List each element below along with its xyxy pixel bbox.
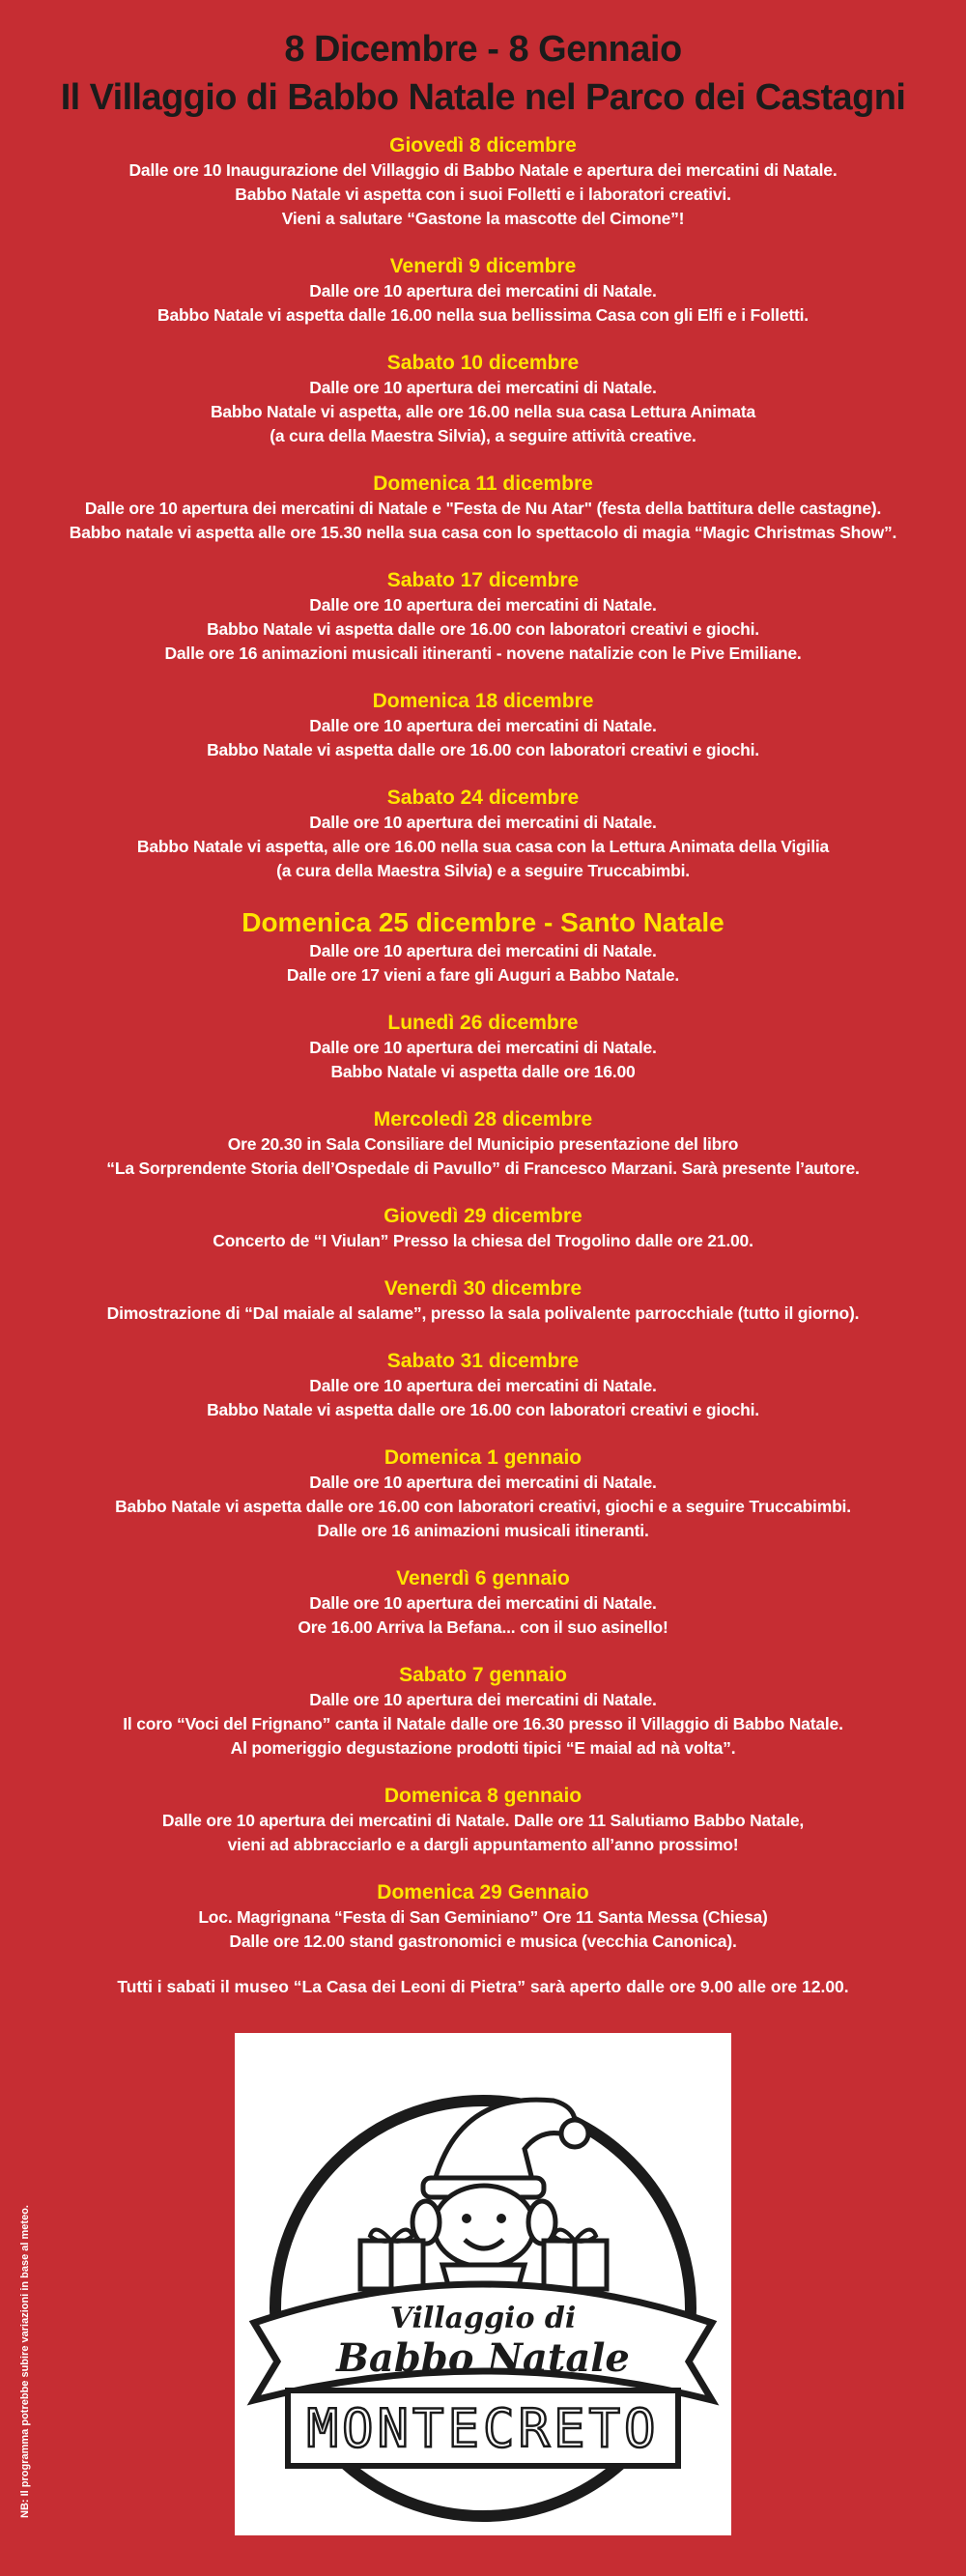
event-description-line: vieni ad abbracciarlo e a dargli appuntamento all’anno prossimo!	[227, 1835, 739, 1854]
event-block	[0, 1784, 966, 1857]
event-block	[0, 1204, 966, 1253]
event-description-line: Dalle ore 10 apertura dei mercatini di Natale.	[309, 1690, 657, 1709]
event-date-title: Domenica 18 dicembre	[372, 690, 594, 712]
event-description-line: Dalle ore 10 apertura dei mercatini di Natale.	[309, 1473, 657, 1492]
event-block	[0, 689, 966, 762]
event-description-line: Dalle ore 10 apertura dei mercatini di Natale.	[309, 813, 657, 832]
event-description-line: Babbo Natale vi aspetta, alle ore 16.00 nella sua casa con la Lettura Animata della Vigilia	[136, 837, 830, 856]
event-description-line: Vieni a salutare “Gastone la mascotte del Cimone”!	[281, 209, 685, 228]
event-description-line: Babbo natale vi aspetta alle ore 15.30 nella sua casa con lo spettacolo di magia “Magic Christmas Show”.	[69, 523, 897, 542]
event-date-title: Giovedì 8 dicembre	[389, 134, 577, 157]
event-date-title: Venerdì 6 gennaio	[396, 1567, 570, 1589]
event-date-title: Giovedì 29 dicembre	[384, 1205, 582, 1227]
event-date-title: Venerdì 9 dicembre	[389, 255, 577, 277]
event-block	[0, 1276, 966, 1326]
event-description-line: Babbo Natale vi aspetta con i suoi Folletti e i laboratori creativi.	[235, 185, 731, 204]
event-block	[0, 254, 966, 328]
page-title: Il Villaggio di Babbo Natale nel Parco dei Castagni	[60, 77, 906, 118]
event-description-line: Dalle ore 17 vieni a fare gli Auguri a Babbo Natale.	[286, 965, 680, 985]
event-description-line: Babbo Natale vi aspetta dalle ore 16.00 con laboratori creativi e giochi.	[207, 619, 759, 639]
event-description-line: Dimostrazione di “Dal maiale al salame”, presso la sala polivalente parrocchiale (tutto il giorno).	[106, 1303, 860, 1323]
event-date-title: Sabato 31 dicembre	[386, 1350, 580, 1372]
event-description-line: Il coro “Voci del Frignano” canta il Natale dalle ore 16.30 presso il Villaggio di Babbo Natale.	[123, 1714, 843, 1733]
event-description-line: Dalle ore 10 apertura dei mercatini di Natale.	[309, 1593, 657, 1613]
event-description-line: Ore 16.00 Arriva la Befana... con il suo asinello!	[298, 1617, 668, 1637]
event-block	[0, 472, 966, 545]
event-description-line: Babbo Natale vi aspetta dalle ore 16.00 con laboratori creativi e giochi.	[207, 1400, 759, 1419]
event-description-line: Dalle ore 10 apertura dei mercatini di Natale. Dalle ore 11 Salutiamo Babbo Natale,	[161, 1811, 805, 1830]
museum-note: Tutti i sabati il museo “La Casa dei Leoni di Pietra” sarà aperto dalle ore 9.00 alle ore 12.00.	[117, 1977, 849, 1996]
event-description-line: Dalle ore 10 apertura dei mercatini di Natale e "Festa de Nu Atar" (festa della battitura delle castagne).	[84, 499, 882, 518]
village-logo	[235, 2033, 731, 2535]
event-description-line: Dalle ore 16 animazioni musicali itineranti.	[317, 1521, 649, 1540]
event-block	[0, 1011, 966, 1084]
event-date-title: Sabato 17 dicembre	[386, 569, 580, 591]
event-date-title: Sabato 24 dicembre	[386, 787, 580, 809]
event-description-line: Babbo Natale vi aspetta dalle 16.00 nella sua bellissima Casa con gli Elfi e i Folletti.	[157, 305, 809, 325]
event-description-line: Al pomeriggio degustazione prodotti tipici “E maial ad nà volta”.	[230, 1738, 736, 1758]
event-description-line: Babbo Natale vi aspetta dalle ore 16.00	[330, 1062, 636, 1081]
event-block	[0, 351, 966, 448]
gift-icon-right	[544, 2230, 607, 2289]
event-description-line: Dalle ore 10 apertura dei mercatini di Natale.	[309, 1038, 657, 1057]
event-description-line: Babbo Natale vi aspetta dalle ore 16.00 con laboratori creativi, giochi e a seguire Truccabimbi.	[115, 1497, 851, 1516]
weather-disclaimer: NB: Il programma potrebbe subire variazioni in base al meteo.	[19, 2205, 31, 2518]
event-description-line: Loc. Magrignana “Festa di San Geminiano” Ore 11 Santa Messa (Chiesa)	[198, 1907, 768, 1927]
event-description-line: Dalle ore 10 apertura dei mercatini di Natale.	[309, 941, 657, 960]
event-block	[0, 1445, 966, 1543]
logo-graphic	[235, 2033, 731, 2535]
event-description-line: Ore 20.30 in Sala Consiliare del Municipio presentazione del libro	[227, 1134, 739, 1154]
event-date-title: Mercoledì 28 dicembre	[373, 1108, 593, 1131]
event-block	[0, 1880, 966, 1954]
event-description-line: Dalle ore 10 apertura dei mercatini di Natale.	[309, 1376, 657, 1395]
event-description-line: Dalle ore 10 apertura dei mercatini di Natale.	[309, 716, 657, 735]
date-range-heading: 8 Dicembre - 8 Gennaio	[284, 29, 682, 70]
event-date-title: Domenica 29 Gennaio	[377, 1881, 589, 1903]
event-description-line: Dalle ore 10 Inaugurazione del Villaggio di Babbo Natale e apertura dei mercatini di Natale.	[128, 160, 838, 180]
event-date-title: Lunedì 26 dicembre	[387, 1012, 579, 1034]
event-description-line: Dalle ore 12.00 stand gastronomici e musica (vecchia Canonica).	[229, 1932, 737, 1951]
event-block	[0, 568, 966, 666]
event-date-title: Domenica 11 dicembre	[373, 472, 593, 495]
event-description-line: Dalle ore 10 apertura dei mercatini di Natale.	[309, 281, 657, 301]
event-block	[0, 1663, 966, 1760]
event-description-line: Dalle ore 10 apertura dei mercatini di Natale.	[309, 595, 657, 615]
event-description-line: “La Sorprendente Storia dell’Ospedale di Pavullo” di Francesco Marzani. Sarà presente l’autore.	[106, 1159, 860, 1178]
event-block	[0, 1349, 966, 1422]
event-description-line: Dalle ore 10 apertura dei mercatini di Natale.	[309, 378, 657, 397]
event-description-line: (a cura della Maestra Silvia), a seguire attività creative.	[270, 426, 696, 445]
event-description-line: (a cura della Maestra Silvia) e a seguire Truccabimbi.	[276, 861, 690, 880]
logo-text-babbo-natale: Babbo Natale	[336, 2335, 630, 2381]
event-block	[0, 786, 966, 883]
event-block	[0, 1107, 966, 1181]
gift-icon-left	[360, 2230, 423, 2289]
event-description-line: Concerto de “I Viulan” Presso la chiesa del Trogolino dalle ore 21.00.	[213, 1231, 753, 1250]
event-block	[0, 906, 966, 987]
event-block	[0, 133, 966, 231]
event-block	[0, 1566, 966, 1640]
events-list	[0, 133, 966, 1954]
event-date-title: Sabato 7 gennaio	[399, 1664, 567, 1686]
event-date-title: Sabato 10 dicembre	[386, 352, 580, 374]
event-description-line: Dalle ore 16 animazioni musicali itineranti - novene natalizie con le Pive Emiliane.	[164, 644, 802, 663]
event-date-title: Venerdì 30 dicembre	[384, 1277, 582, 1300]
logo-text-villaggio: Villaggio di	[389, 2302, 577, 2335]
logo-text-montecreto: MONTECRETO	[306, 2398, 660, 2459]
page-header	[0, 0, 966, 120]
event-description-line: Babbo Natale vi aspetta, alle ore 16.00 nella sua casa Lettura Animata	[210, 402, 756, 421]
event-description-line: Babbo Natale vi aspetta dalle ore 16.00 con laboratori creativi e giochi.	[207, 740, 759, 759]
event-date-title: Domenica 1 gennaio	[384, 1446, 582, 1469]
event-date-title: Domenica 25 dicembre - Santo Natale	[242, 907, 724, 937]
event-date-title: Domenica 8 gennaio	[384, 1785, 582, 1807]
